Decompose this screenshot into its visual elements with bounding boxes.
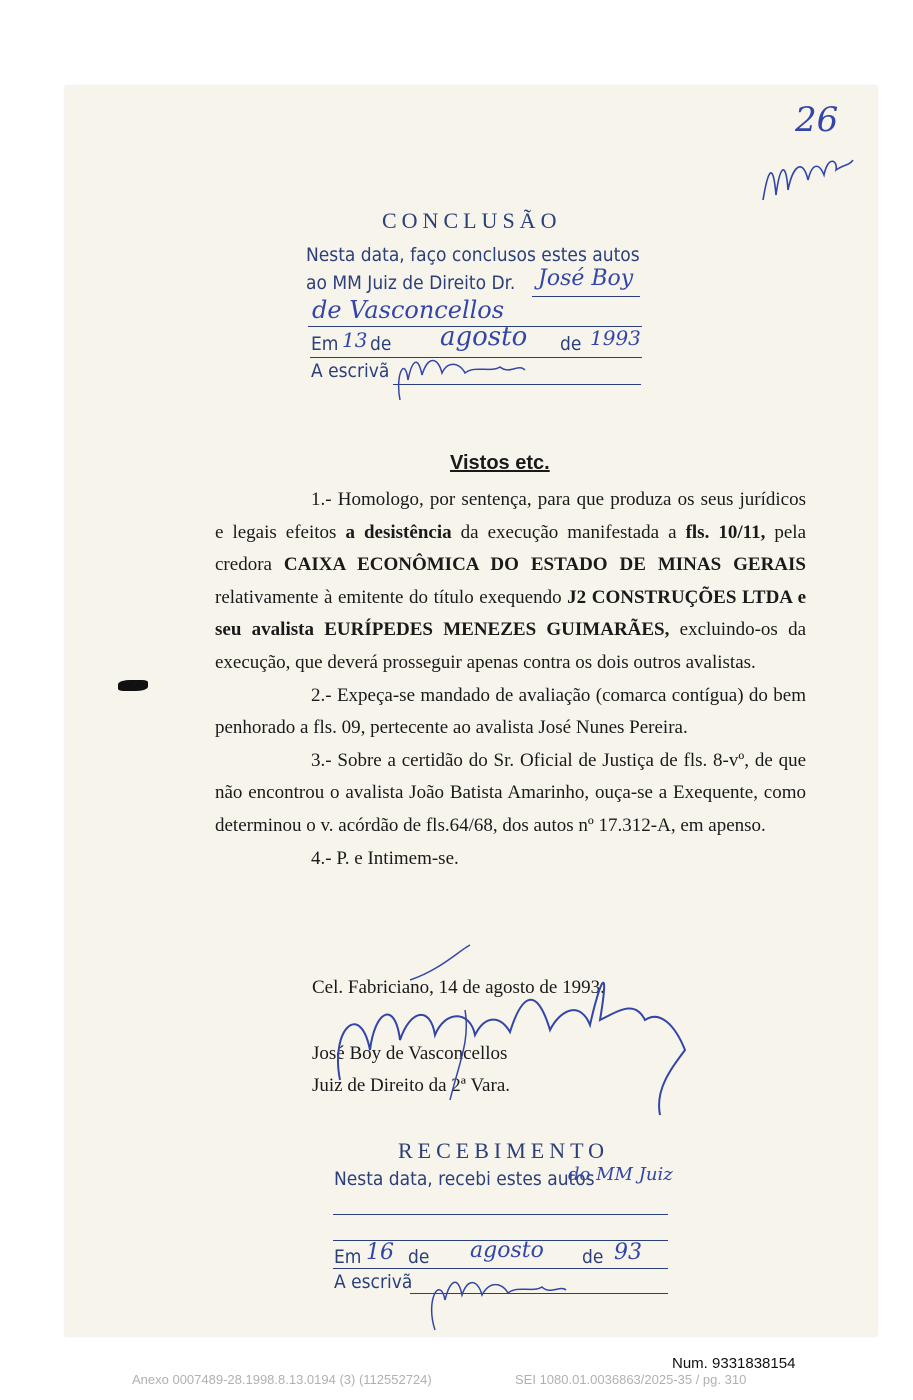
conclusao-title: CONCLUSÃO (382, 208, 562, 233)
paragraph-3: 3.- Sobre a certidão do Sr. Oficial de Justiça de fls. 8-vº, de que não encontrou o avalista João Batista Amarinho, ouça-se a Exequente, como determinou o v. acórdão de fls.64/68, dos autos nº 17.312-A, em apenso. (215, 749, 806, 836)
recebimento-title: RECEBIMENTO (398, 1138, 610, 1163)
recebimento-month: agosto (470, 1238, 544, 1263)
recebimento-escriva-signature (420, 1255, 570, 1335)
footer-sei: SEI 1080.01.0036863/2025-35 / pg. 310 (515, 1372, 747, 1387)
conclusao-de-label-1: de (370, 333, 392, 355)
recebimento-line1: Nesta data, recebi estes autos (334, 1168, 595, 1190)
conclusao-judge-name-part1: José Boy (538, 266, 634, 291)
conclusao-em-label: Em (311, 333, 339, 355)
conclusao-rule-1 (532, 296, 640, 297)
recebimento-day: 16 (366, 1240, 394, 1265)
rubric-signature-top (758, 140, 858, 215)
conclusao-month: agosto (440, 322, 528, 352)
place-and-date: Cel. Fabriciano, 14 de agosto de 1993. (312, 977, 605, 998)
footer-num: Num. 9331838154 (672, 1355, 796, 1372)
handwritten-page-number: 26 (795, 100, 839, 140)
judge-signature (300, 940, 700, 1140)
paragraph-1: 1.- Homologo, por sentença, para que produza os seus jurídicos e legais efeitos a desistência da execução manifestada a fls. 10/11, pela credora CAIXA ECONÔMICA DO ESTADO DE MINAS GERAIS relativamente à emitente do título exequendo J2 CONSTRUÇÕES LTDA e seu avalista EURÍPEDES MENEZES GUIMARÃES, excluindo-os da execução, que deverá prosseguir apenas contra os dois outros avalistas. (215, 489, 806, 673)
recebimento-de-label-1: de (408, 1246, 430, 1268)
document-heading: Vistos etc. (450, 452, 550, 474)
recebimento-escriva-label: A escrivã (334, 1271, 413, 1293)
conclusao-day: 13 (342, 328, 368, 352)
conclusao-escriva-label: A escrivã (311, 360, 390, 382)
recebimento-year: 93 (614, 1240, 642, 1265)
conclusao-judge-name-part2: de Vasconcellos (312, 296, 505, 324)
margin-ink-mark (118, 680, 148, 691)
decision-body (215, 484, 806, 875)
paragraph-4: 4.- P. e Intimem-se. (311, 847, 459, 869)
judge-role: Juiz de Direito da 2ª Vara. (312, 1075, 510, 1096)
conclusao-year: 1993 (590, 326, 641, 350)
footer-anexo: Anexo 0007489-28.1998.8.13.0194 (3) (112552724) (132, 1372, 432, 1387)
recebimento-received-from: do MM Juiz (568, 1164, 673, 1185)
recebimento-rule-1 (333, 1214, 668, 1215)
conclusao-de-label-2: de (560, 333, 582, 355)
paragraph-2: 2.- Expeça-se mandado de avaliação (comarca contígua) do bem penhorado a fls. 09, pertecente ao avalista José Nunes Pereira. (215, 684, 806, 739)
recebimento-em-label: Em (334, 1246, 362, 1268)
conclusao-line1: Nesta data, faço conclusos estes autos (306, 244, 640, 266)
judge-name: José Boy de Vasconcellos (312, 1043, 508, 1064)
recebimento-de-label-2: de (582, 1246, 604, 1268)
conclusao-line2: ao MM Juiz de Direito Dr. (306, 272, 516, 294)
conclusao-escriva-signature (390, 345, 530, 405)
